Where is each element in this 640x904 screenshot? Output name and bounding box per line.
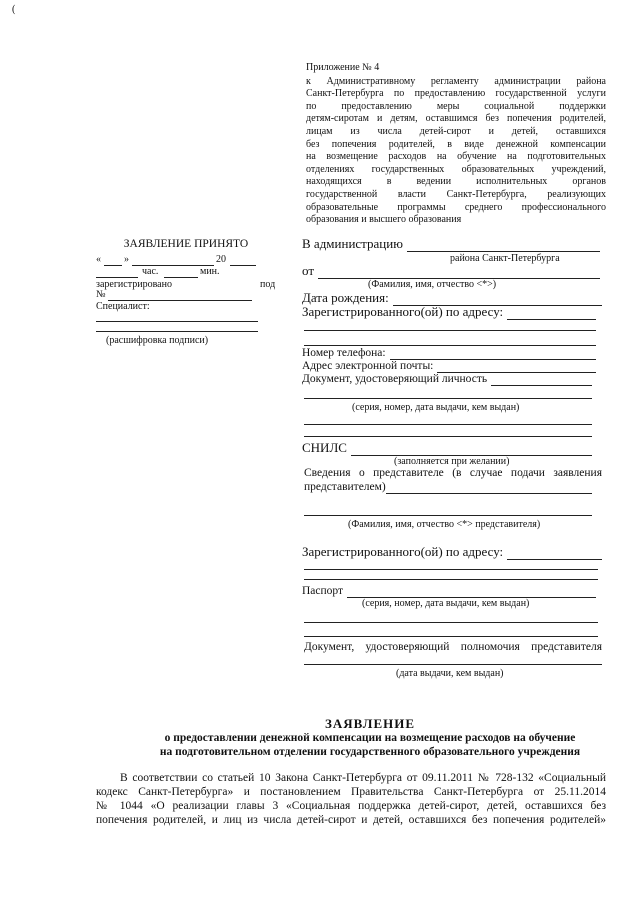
accepted-title: ЗАЯВЛЕНИЕ ПРИНЯТО [123,238,249,250]
rep-address-label: Зарегистрированного(ой) по адресу: [302,544,504,559]
address-row [302,304,596,320]
rep-fio-caption: (Фамилия, имя, отчество <*> представителя) [348,519,541,530]
rep-fio-field[interactable] [304,515,592,516]
from-label: от [302,263,315,278]
statement-subtitle-2: на подготовительном отделении государственного образовательного учреждения [159,746,581,758]
to-admin-row [302,236,600,252]
appendix-title: Приложение № 4 [306,62,380,73]
appendix-line: без попечения родителей, в виде денежной компенсации [306,138,606,150]
rep-address-line-2[interactable] [304,569,598,570]
from-row [302,263,600,279]
admin-field[interactable] [407,240,600,252]
authority-doc-label: Документ, удостоверяющий полномочия представителя [304,641,602,653]
passport-caption: (серия, номер, дата выдачи, кем выдан) [362,598,530,609]
appendix-line: на возмещение расходов на обучение на подготовительных [306,151,606,163]
id-document-label: Документ, удостоверяющий личность [302,373,488,385]
appendix-line: детям-сиротам и детям, оставшимся без попечения родителей, [306,113,606,125]
passport-row [302,584,596,598]
passport-line-3[interactable] [304,636,598,637]
appendix-line: к Административному регламенту администрации района [306,75,606,87]
snils-row [302,440,592,456]
specialist-signature-field[interactable] [96,321,258,322]
id-document-line-3[interactable] [304,424,592,425]
rep-info-label: представителем) [304,481,386,493]
appendix-block [306,62,606,227]
signature-caption: (расшифровка подписи) [106,335,209,346]
passport-label: Паспорт [302,585,344,597]
appendix-line: образования и высшего образования [306,214,462,226]
statement-body-line: В соответствии со статьей 10 Закона Санкт-Петербурга от 09.11.2011 № 728-132 «Социальный [120,772,606,784]
rep-info-field[interactable] [386,482,592,494]
specialist-name-field[interactable] [96,331,258,332]
minutes-field[interactable] [164,277,198,278]
statement-subtitle-1: о предоставлении денежной компенсации на возмещение расходов на обучение [164,732,576,744]
appendix-line: образовательные программы среднего профессионального [306,201,606,213]
appendix-line: по предоставлению меры социальной поддержки [306,100,606,112]
statement-body-line: № 1044 «О реализации главы 3 «Социальная поддержка детей-сирот, детей, оставшихся без [96,800,606,812]
number-label: № [96,289,106,300]
authority-caption: (дата выдачи, кем выдан) [396,668,504,679]
statement-body-line: попечения родителей, и лиц из числа детей-сирот и детей, оставшихся без попечения родителей» [96,814,606,826]
id-caption: (серия, номер, дата выдачи, кем выдан) [352,402,520,413]
rep-info-row [304,480,592,494]
snils-field[interactable] [351,444,592,456]
fio-caption: (Фамилия, имя, отчество <*>) [368,279,497,290]
appendix-line: отделениях государственных образовательных учреждений, [306,163,606,175]
rep-address-row [302,544,602,560]
address-line-2[interactable] [304,330,596,331]
appendix-line: Санкт-Петербурга по предоставлению государственной услуги [306,88,606,100]
authority-doc-field[interactable] [304,664,602,665]
to-admin-label: В администрацию [302,236,403,251]
registered-label: зарегистрировано [96,279,172,290]
snils-label: СНИЛС [302,440,347,455]
id-document-field[interactable] [491,374,592,386]
email-label: Адрес электронной почты: [302,360,434,372]
phone-label: Номер телефона: [302,347,386,359]
statement-body-line: кодекс Санкт-Петербурга» и постановлением Правительства Санкт-Петербурга от 25.11.2014 [96,786,606,798]
id-document-line-2[interactable] [304,398,592,399]
hours-field[interactable] [96,277,138,278]
appendix-line: находящихся в ведении исполнительных органов [306,176,606,188]
under-label: под [260,279,276,290]
specialist-label: Специалист: [96,301,150,312]
hours-label: час. [142,266,159,277]
id-document-row [302,372,592,386]
from-field[interactable] [318,267,600,279]
quote-close: » [124,254,129,265]
phone-row [302,346,596,360]
snils-caption: (заполняется при желании) [394,456,510,467]
district-label: района Санкт-Петербурга [450,253,560,264]
page-mark: ( [12,4,16,15]
accepted-time-row [96,266,276,279]
quote-open: « [96,254,101,265]
id-document-line-4[interactable] [304,436,592,437]
passport-line-2[interactable] [304,622,598,623]
rep-info-line-1: Сведения о представителе (в случае подачи заявления [304,467,602,479]
appendix-line: лицам из числа детей-сирот и детей, оставшихся [306,125,606,137]
birth-date-label: Дата рождения: [302,290,389,305]
statement-title: ЗАЯВЛЕНИЕ [324,716,416,731]
address-label: Зарегистрированного(ой) по адресу: [302,304,504,319]
email-row [302,359,596,373]
year-prefix: 20 [216,254,226,265]
rep-address-field[interactable] [507,548,602,560]
passport-field[interactable] [347,586,596,598]
appendix-line: государственной власти Санкт-Петербурга, реализующих [306,188,606,200]
rep-address-line-3[interactable] [304,579,598,580]
minutes-label: мин. [200,266,220,277]
address-field[interactable] [507,308,596,320]
